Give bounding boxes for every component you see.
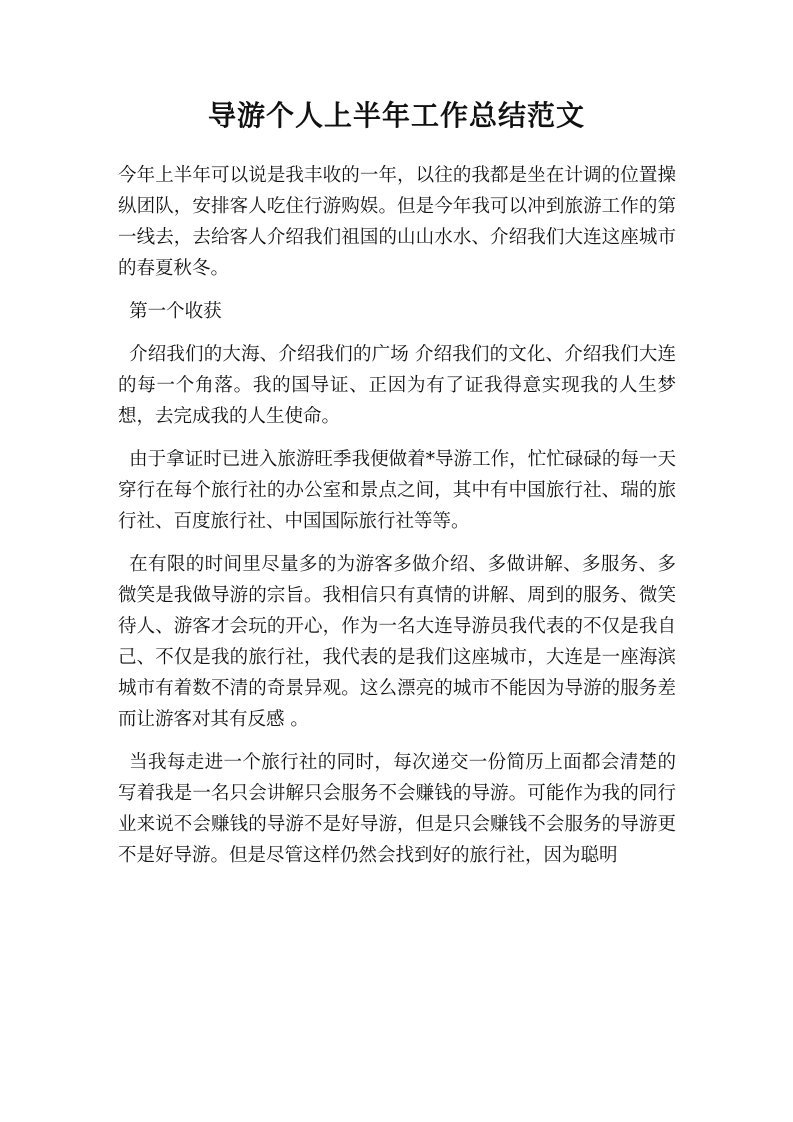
paragraph-intro: 今年上半年可以说是我丰收的一年，以往的我都是坐在计调的位置操纵团队，安排客人吃住行游购娱。但是今年我可以冲到旅游工作的第一线去，去给客人介绍我们祖国的山山水水、介绍我们大连这座城市的春夏秋冬。 xyxy=(118,165,676,279)
paragraph-introduce-dalian: 介绍我们的大海、介绍我们的广场 介绍我们的文化、介绍我们大连的每一个角落。我的国导证、正因为有了证我得意实现我的人生梦想，去完成我的人生使命。 xyxy=(118,344,676,427)
paragraph-service-tenet: 在有限的时间里尽量多的为游客多做介绍、多做讲解、多服务、多微笑是我做导游的宗旨。我相信只有真情的讲解、周到的服务、微笑待人、游客才会玩的开心，作为一名大连导游员我代表的不仅是我自己、不仅是我的旅行社，我代表的是我们这座城市，大连是一座海滨城市有着数不清的奇景异观。这么漂亮的城市不能因为导游的服务差而让游客对其有反感 。 xyxy=(118,554,676,730)
document-body xyxy=(118,160,676,883)
paragraph-resume: 当我每走进一个旅行社的同时，每次递交一份简历上面都会清楚的写着我是一名只会讲解只会服务不会赚钱的导游。可能作为我的同行业来说不会赚钱的导游不是好导游，但是只会赚钱不会服务的导游更不是好导游。但是尽管这样仍然会找到好的旅行社，因为聪明 xyxy=(118,752,676,866)
paragraph-heading-first-harvest: 第一个收获 xyxy=(129,301,222,322)
paragraph-peak-season: 由于拿证时已进入旅游旺季我便做着*导游工作，忙忙碌碌的每一天穿行在每个旅行社的办公室和景点之间，其中有中国旅行社、瑞的旅行社、百度旅行社、中国国际旅行社等等。 xyxy=(118,449,676,532)
document-title: 导游个人上半年工作总结范文 xyxy=(207,99,585,132)
